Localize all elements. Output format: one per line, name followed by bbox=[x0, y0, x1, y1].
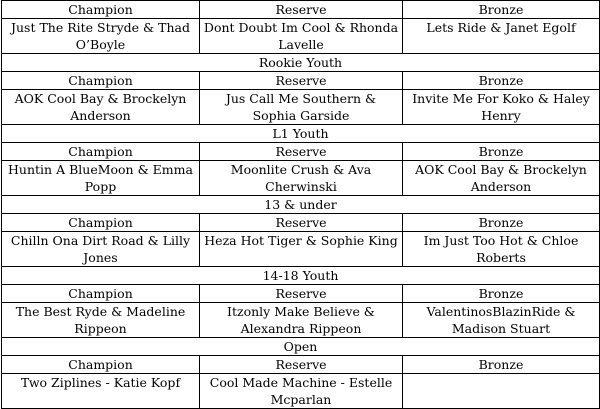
section-title-rookie-youth: Rookie Youth bbox=[2, 54, 600, 72]
header-row bbox=[2, 356, 600, 374]
header-bronze: Bronze bbox=[403, 356, 600, 374]
header-bronze: Bronze bbox=[403, 214, 600, 232]
section-row bbox=[2, 125, 600, 143]
section-row bbox=[2, 338, 600, 356]
header-row bbox=[2, 214, 600, 232]
header-champion: Champion bbox=[2, 72, 200, 90]
table-row bbox=[2, 161, 600, 196]
bronze-cell: Im Just Too Hot & Chloe Roberts bbox=[403, 232, 600, 267]
header-reserve: Reserve bbox=[200, 356, 403, 374]
section-row bbox=[2, 196, 600, 214]
table-row bbox=[2, 90, 600, 125]
bronze-cell bbox=[403, 374, 600, 409]
champion-cell: Chilln Ona Dirt Road & Lilly Jones bbox=[2, 232, 200, 267]
header-champion: Champion bbox=[2, 214, 200, 232]
header-reserve: Reserve bbox=[200, 72, 403, 90]
champion-cell: AOK Cool Bay & Brockelyn Anderson bbox=[2, 90, 200, 125]
header-reserve: Reserve bbox=[200, 143, 403, 161]
bronze-cell: ValentinosBlazinRide & Madison Stuart bbox=[403, 303, 600, 338]
bronze-cell: Invite Me For Koko & Haley Henry bbox=[403, 90, 600, 125]
header-bronze: Bronze bbox=[403, 285, 600, 303]
reserve-cell: Jus Call Me Southern & Sophia Garside bbox=[200, 90, 403, 125]
header-champion: Champion bbox=[2, 143, 200, 161]
bronze-cell: Lets Ride & Janet Egolf bbox=[403, 19, 600, 54]
section-row bbox=[2, 54, 600, 72]
champion-cell: Huntin A BlueMoon & Emma Popp bbox=[2, 161, 200, 196]
results-table bbox=[1, 0, 600, 409]
section-title-13-under: 13 & under bbox=[2, 196, 600, 214]
reserve-cell: Moonlite Crush & Ava Cherwinski bbox=[200, 161, 403, 196]
champion-cell: The Best Ryde & Madeline Rippeon bbox=[2, 303, 200, 338]
table-row bbox=[2, 303, 600, 338]
header-bronze: Bronze bbox=[403, 1, 600, 19]
header-champion: Champion bbox=[2, 356, 200, 374]
table-row bbox=[2, 374, 600, 409]
table-row bbox=[2, 19, 600, 54]
header-champion: Champion bbox=[2, 285, 200, 303]
reserve-cell: Cool Made Machine - Estelle Mcparlan bbox=[200, 374, 403, 409]
header-reserve: Reserve bbox=[200, 1, 403, 19]
header-champion: Champion bbox=[2, 1, 200, 19]
reserve-cell: Heza Hot Tiger & Sophie King bbox=[200, 232, 403, 267]
header-row bbox=[2, 285, 600, 303]
section-title-14-18-youth: 14-18 Youth bbox=[2, 267, 600, 285]
header-reserve: Reserve bbox=[200, 285, 403, 303]
header-row bbox=[2, 1, 600, 19]
reserve-cell: Dont Doubt Im Cool & Rhonda Lavelle bbox=[200, 19, 403, 54]
section-row bbox=[2, 267, 600, 285]
section-title-open: Open bbox=[2, 338, 600, 356]
champion-cell: Just The Rite Stryde & Thad O’Boyle bbox=[2, 19, 200, 54]
header-row bbox=[2, 143, 600, 161]
bronze-cell: AOK Cool Bay & Brockelyn Anderson bbox=[403, 161, 600, 196]
header-row bbox=[2, 72, 600, 90]
table-row bbox=[2, 232, 600, 267]
reserve-cell: Itzonly Make Believe & Alexandra Rippeon bbox=[200, 303, 403, 338]
header-reserve: Reserve bbox=[200, 214, 403, 232]
section-title-l1-youth: L1 Youth bbox=[2, 125, 600, 143]
header-bronze: Bronze bbox=[403, 143, 600, 161]
header-bronze: Bronze bbox=[403, 72, 600, 90]
champion-cell: Two Ziplines - Katie Kopf bbox=[2, 374, 200, 409]
